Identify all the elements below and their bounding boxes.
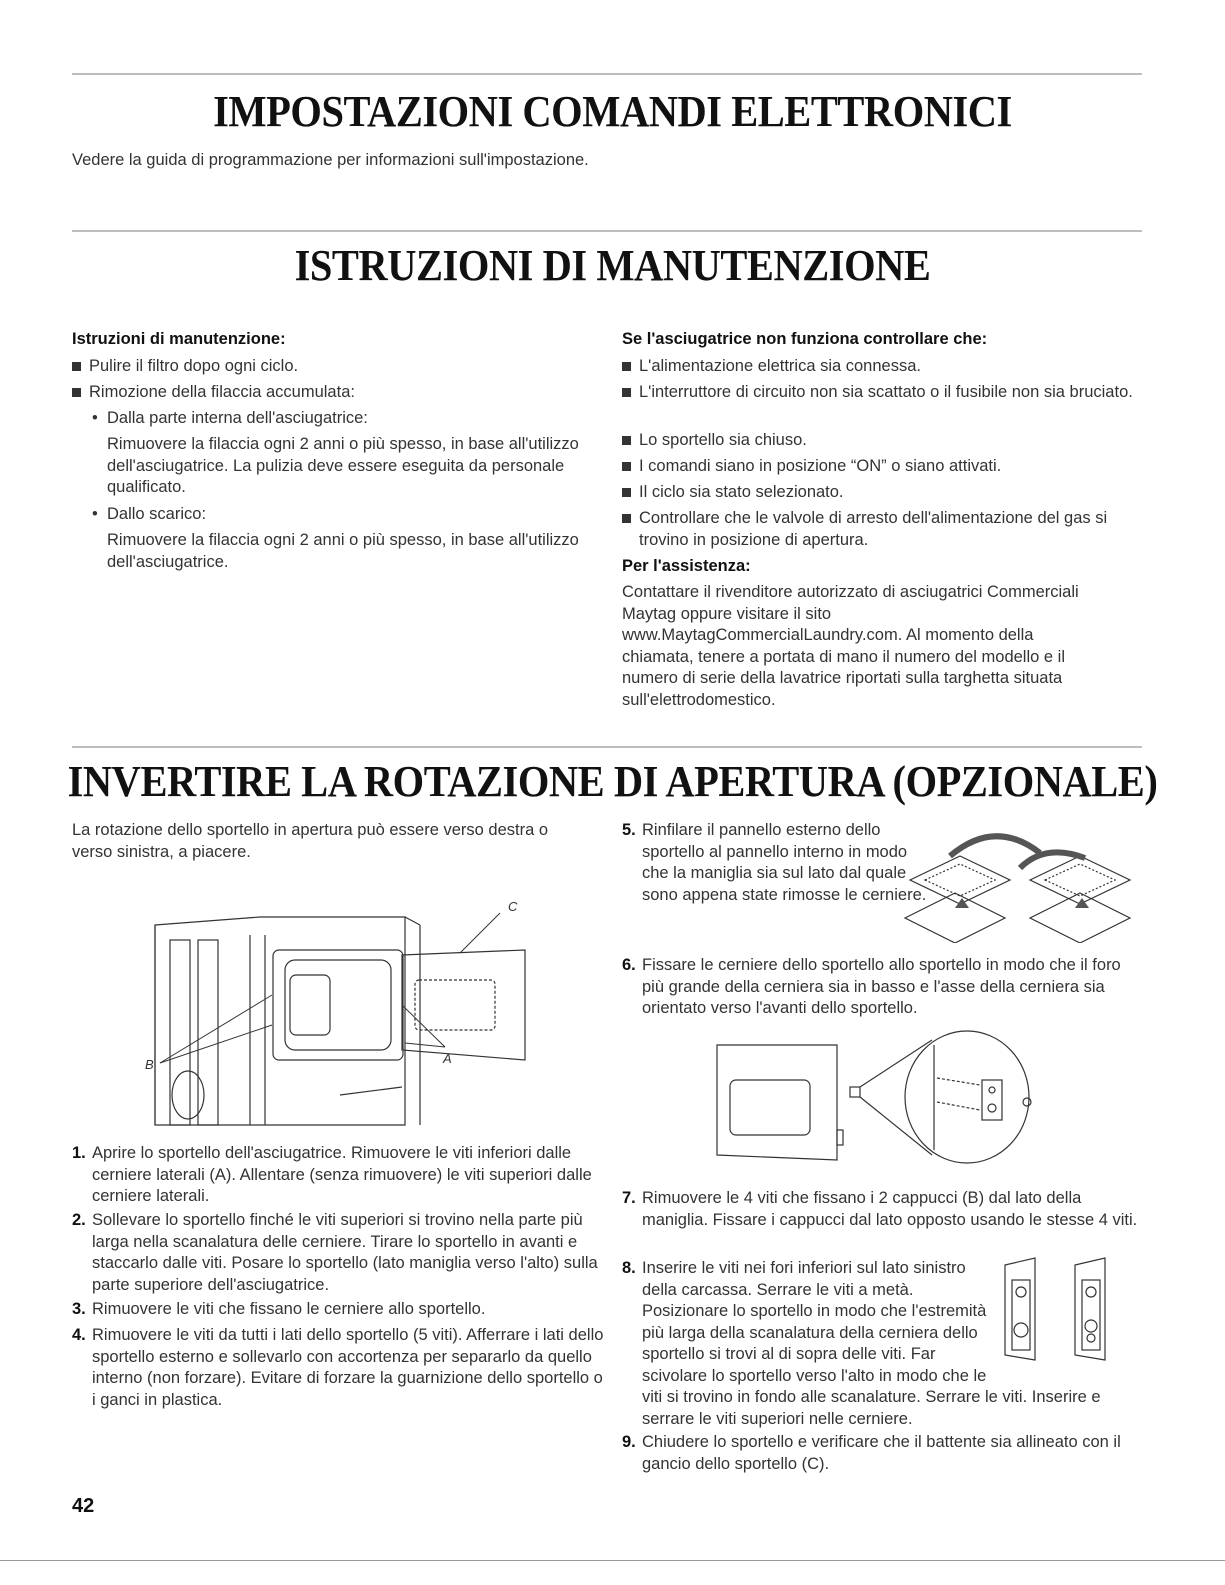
assistance-text: Contattare il rivenditore autorizzato di asciugatrici Commerciali Maytag oppure visitare il sito www.MaytagCommercialLaundry.com. Al momento della chiamata, tenere a portata di mano il numero del modello e il numero di serie della lavatrice riportati sulla targhetta situata sull'elettrodomestico. bbox=[622, 583, 1079, 709]
maintenance-sub-text: Rimuovere la filaccia ogni 2 anni o più spesso, in base all'utilizzo dell'asciugatrice. La pulizia deve essere eseguita da personale qualificato. bbox=[107, 435, 579, 496]
check-item: Controllare che le valvole di arresto dell'alimentazione del gas si trovino in posizione di apertura. bbox=[622, 508, 1139, 551]
step-item bbox=[72, 1299, 607, 1321]
step-item bbox=[622, 955, 1142, 1020]
step-item bbox=[622, 820, 927, 906]
step-text: Sollevare lo sportello finché le viti superiori si trovino nella parte più larga nella scanalatura delle cerniere. Tirare lo sportello in avanti e staccarlo dalle viti. Posare lo sportello (lato maniglia verso l'alto) sulla parte superiore dell'asciugatrice. bbox=[92, 1211, 598, 1294]
step-item bbox=[72, 1325, 607, 1411]
step-text: Fissare le cerniere dello sportello allo sportello in modo che il foro più grande della cerniera sia in basso e l'asse della cerniera sia orientato verso l'avanti dello sportello. bbox=[642, 956, 1121, 1017]
step-text: Rimuovere le viti da tutti i lati dello sportello (5 viti). Afferrare i lati dello sportello esterno e sollevarlo con accortenza per separarlo da quello interno (non forzare). Evitare di forzare la guarnizione dello sportello o i ganci in plastica. bbox=[92, 1326, 604, 1409]
door-panels-figure bbox=[900, 818, 1150, 943]
dryer-open-door-figure bbox=[140, 895, 550, 1130]
section-title-electronic-controls: IMPOSTAZIONI COMANDI ELETTRONICI bbox=[213, 87, 1012, 136]
section-divider bbox=[72, 230, 1142, 232]
step-text: Inserire le viti nei fori inferiori sul lato sinistro della carcassa. Serrare le viti a metà. Posizionare lo sportello in modo che l'estremità più larga della scanalatura della cerniera dello sportello si trovi al di sopra delle viti. Far scivolare lo sportello verso l'alto in modo che le viti si trovino in fondo alle scanalature. Serrare le viti. Inserire e serrare le viti superiori nelle cerniere. bbox=[642, 1259, 1101, 1428]
maintenance-sub-text: Rimuovere la filaccia ogni 2 anni o più spesso, in base all'utilizzo dell'asciugatrice. bbox=[107, 531, 579, 571]
step-item bbox=[72, 1143, 607, 1208]
step-text: Rimuovere le viti che fissano le cerniere allo sportello. bbox=[92, 1300, 486, 1318]
check-item: I comandi siano in posizione “ON” o siano attivati. bbox=[622, 456, 1139, 478]
figure-label-b: B bbox=[145, 1057, 154, 1072]
step-number: 1. bbox=[72, 1144, 86, 1162]
door-hinge-figure bbox=[712, 1030, 1052, 1170]
maintenance-bullet: Pulire il filtro dopo ogni ciclo. bbox=[72, 356, 599, 378]
door-reversal-intro: La rotazione dello sportello in apertura può essere verso destra o verso sinistra, a piacere. bbox=[72, 821, 549, 861]
section-divider bbox=[72, 746, 1142, 748]
page-number: 42 bbox=[72, 1495, 95, 1517]
section-title-maintenance: ISTRUZIONI DI MANUTENZIONE bbox=[294, 241, 931, 290]
step-number: 6. bbox=[622, 956, 636, 974]
step-text: Rimuovere le 4 viti che fissano i 2 cappucci (B) dal lato della maniglia. Fissare i cappucci dal lato opposto usando le stesse 4 viti. bbox=[642, 1189, 1138, 1229]
maintenance-heading: Istruzioni di manutenzione: bbox=[72, 330, 286, 348]
step-number: 2. bbox=[72, 1211, 86, 1229]
figure-spacer bbox=[1002, 1258, 1137, 1366]
step-item bbox=[622, 1432, 1142, 1475]
electronic-controls-text: Vedere la guida di programmazione per informazioni sull'impostazione. bbox=[72, 151, 589, 169]
step-item bbox=[622, 1188, 1142, 1231]
check-item: L'interruttore di circuito non sia scattato o il fusibile non sia bruciato. bbox=[622, 382, 1139, 404]
step-number: 3. bbox=[72, 1300, 86, 1318]
step-text: Chiudere lo sportello e verificare che il battente sia allineato con il gancio dello sportello (C). bbox=[642, 1433, 1121, 1473]
step-number: 8. bbox=[622, 1259, 636, 1277]
step-number: 9. bbox=[622, 1433, 636, 1451]
step-number: 4. bbox=[72, 1326, 86, 1344]
bottom-divider bbox=[0, 1560, 1225, 1561]
step-number: 7. bbox=[622, 1189, 636, 1207]
figure-label-c: C bbox=[508, 899, 518, 914]
figure-label-a: A bbox=[443, 1051, 452, 1066]
section-divider bbox=[72, 73, 1142, 75]
step-number: 5. bbox=[622, 821, 636, 839]
section-title-door-reversal: INVERTIRE LA ROTAZIONE DI APERTURA (OPZIONALE) bbox=[67, 757, 1158, 806]
step-item bbox=[622, 1258, 1137, 1430]
maintenance-bullet: Rimozione della filaccia accumulata: bbox=[72, 382, 599, 404]
check-item: Lo sportello sia chiuso. bbox=[622, 430, 1139, 452]
troubleshooting-heading: Se l'asciugatrice non funziona controllare che: bbox=[622, 330, 988, 348]
assistance-heading: Per l'assistenza: bbox=[622, 557, 751, 575]
check-item: Il ciclo sia stato selezionato. bbox=[622, 482, 1139, 504]
maintenance-sub-item: • Dalla parte interna dell'asciugatrice: bbox=[90, 408, 597, 430]
step-item bbox=[72, 1210, 607, 1296]
check-item: L'alimentazione elettrica sia connessa. bbox=[622, 356, 1139, 378]
step-text: Rinfilare il pannello esterno dello sportello al pannello interno in modo che la maniglia sia sul lato dal quale sono appena state rimosse le cerniere. bbox=[642, 821, 927, 904]
step-text: Aprire lo sportello dell'asciugatrice. Rimuovere le viti inferiori dalle cerniere laterali (A). Allentare (senza rimuovere) le viti superiori dalle cerniere laterali. bbox=[92, 1144, 592, 1205]
maintenance-sub-item: • Dallo scarico: bbox=[90, 504, 597, 526]
